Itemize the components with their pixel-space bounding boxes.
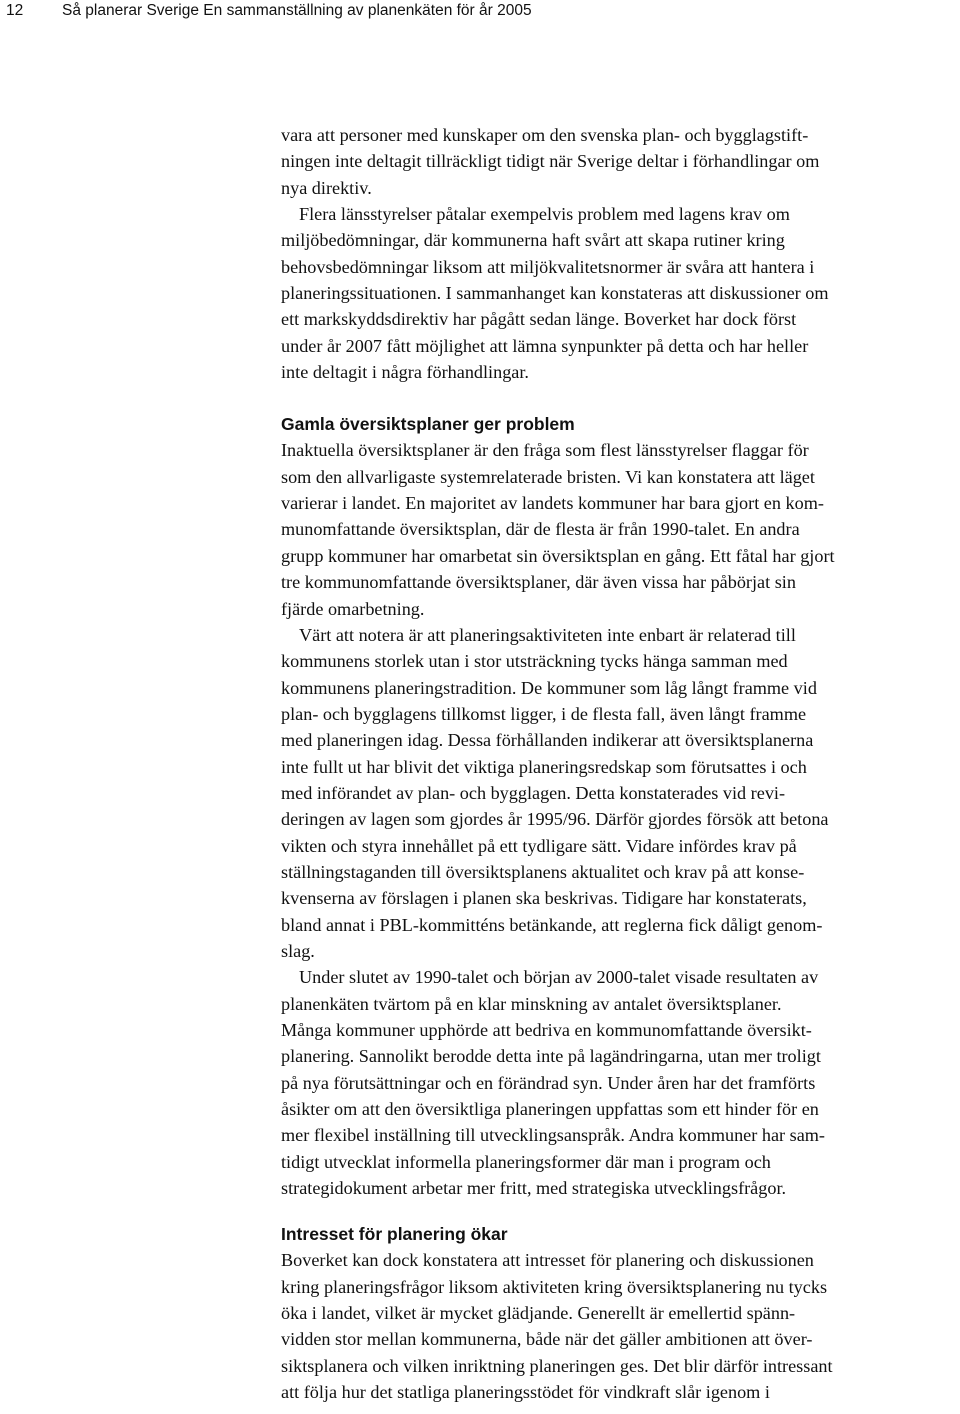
text-line: planenkäten tvärtom på en klar minskning av antalet översiktsplaner. xyxy=(281,993,782,1014)
text-line: att följa hur det statliga planeringsstödet för vindkraft slår igenom i xyxy=(281,1382,770,1403)
text-line: vara att personer med kunskaper om den svenska plan- och bygglagstift- xyxy=(281,125,809,145)
text-line: Boverket kan dock konstatera att intresset för planering och diskussionen xyxy=(281,1250,814,1271)
paragraph-decline-1990s xyxy=(281,964,959,1201)
text-line: vikten och styra innehållet på ett tydligare sätt. Vidare infördes krav på xyxy=(281,835,797,856)
text-line: nya direktiv. xyxy=(281,177,372,198)
text-line: ställningstaganden till översiktsplanens aktualitet och krav på att konse- xyxy=(281,861,805,882)
text-line: kring planeringsfrågor liksom aktiviteten kring översiktsplanering nu tycks xyxy=(281,1276,828,1297)
paragraph-eu-directives xyxy=(281,201,959,385)
text-line: mer flexibel inställning till utvecklingsanspråk. Andra kommuner har sam- xyxy=(281,1125,825,1146)
text-line: Flera länsstyrelser påtalar exempelvis problem med lagens krav om xyxy=(299,204,790,225)
text-line: kommunens planeringstradition. De kommuner som låg långt framme vid xyxy=(281,677,817,698)
running-header xyxy=(0,0,960,22)
text-line: öka i landet, vilket är mycket glädjande. Generellt är emellertid spänn- xyxy=(281,1303,796,1324)
text-line: slag. xyxy=(281,940,315,961)
text-line: planering. Sannolikt berodde detta inte på lagändringarna, utan mer troligt xyxy=(281,1046,821,1067)
text-line: kvenserna av förslagen i planen ska beskrivas. Tidigare har konstaterats, xyxy=(281,888,807,909)
text-line: som den allvarligaste systemrelaterade bristen. Vi kan konstatera att läget xyxy=(281,466,815,487)
text-line: siktsplanera och vilken inriktning planeringen ges. Det blir därför intressant xyxy=(281,1355,833,1376)
text-line: tre kommunomfattande översiktsplaner, där även vissa har påbörjat sin xyxy=(281,572,796,593)
page-body xyxy=(281,122,959,1405)
running-title: Så planerar Sverige En sammanställning av planenkäten för år 2005 xyxy=(62,2,532,19)
text-line: varierar i landet. En majoritet av landets kommuner har bara gjort en kom- xyxy=(281,493,824,514)
text-line: inte deltagit i några förhandlingar. xyxy=(281,362,529,383)
paragraph-outdated-plans xyxy=(281,437,959,621)
text-line: vidden stor mellan kommunerna, både när det gäller ambitionen att över- xyxy=(281,1329,813,1350)
page-number: 12 xyxy=(6,2,24,19)
paragraph-interest-increases xyxy=(281,1247,959,1405)
text-line: inte fullt ut har blivit det viktiga planeringsredskap som förutsattes i och xyxy=(281,756,807,777)
text-line: med införandet av plan- och bygglagen. Detta konstaterades vid revi- xyxy=(281,782,786,803)
text-line: ett markskyddsdirektiv har pågått sedan länge. Boverket har dock först xyxy=(281,309,797,330)
text-line: plan- och bygglagens tillkomst ligger, i de flesta fall, även långt framme xyxy=(281,703,807,724)
text-line: miljöbedömningar, där kommunerna haft svårt att skapa rutiner kring xyxy=(281,230,785,251)
text-line: fjärde omarbetning. xyxy=(281,598,425,619)
text-line: munomfattande översiktsplan, där de flesta är från 1990-talet. En andra xyxy=(281,519,800,540)
text-line: åsikter om att den översiktliga planeringen uppfattas som ett hinder för en xyxy=(281,1099,819,1120)
text-line: tidigt utvecklat informella planeringsformer där man i program och xyxy=(281,1151,771,1172)
text-line: planeringssituationen. I sammanhanget kan konstateras att diskussioner om xyxy=(281,283,829,304)
paragraph-planning-tradition xyxy=(281,622,959,964)
text-line: Inaktuella översiktsplaner är den fråga som flest länsstyrelser flaggar för xyxy=(281,440,809,461)
text-line: på nya förutsättningar och en förändrad syn. Under åren har det framförts xyxy=(281,1072,816,1093)
text-line: behovsbedömningar liksom att miljökvalitetsnormer är svåra att hantera i xyxy=(281,256,815,277)
text-line: Under slutet av 1990-talet och början av 2000-talet visade resultaten av xyxy=(299,967,819,988)
text-line: Värt att notera är att planeringsaktiviteten inte enbart är relaterad till xyxy=(299,624,796,645)
text-line: under år 2007 fått möjlighet att lämna synpunkter på detta och har heller xyxy=(281,335,809,356)
text-line: kommunens storlek utan i stor utsträckning tycks hänga samman med xyxy=(281,651,788,672)
text-line: Många kommuner upphörde att bedriva en kommunomfattande översikt- xyxy=(281,1020,812,1040)
section-heading-increasing-interest: Intresset för planering ökar xyxy=(281,1224,508,1245)
text-line: bland annat i PBL-kommitténs betänkande, att reglerna fick dåligt genom- xyxy=(281,914,823,935)
text-line: grupp kommuner har omarbetat sin översiktsplan en gång. Ett fåtal har gjort xyxy=(281,545,835,566)
text-line: ningen inte deltagit tillräckligt tidigt när Sverige deltar i förhandlingar om xyxy=(281,151,820,172)
paragraph-continuation xyxy=(281,122,959,201)
text-line: deringen av lagen som gjordes år 1995/96. Därför gjordes försök att betona xyxy=(281,809,829,830)
text-line: strategidokument arbetar mer fritt, med strategiska utvecklingsfrågor. xyxy=(281,1178,787,1199)
text-line: med planeringen idag. Dessa förhållanden indikerar att översiktsplanerna xyxy=(281,730,814,751)
section-heading-old-plans: Gamla översiktsplaner ger problem xyxy=(281,414,575,435)
